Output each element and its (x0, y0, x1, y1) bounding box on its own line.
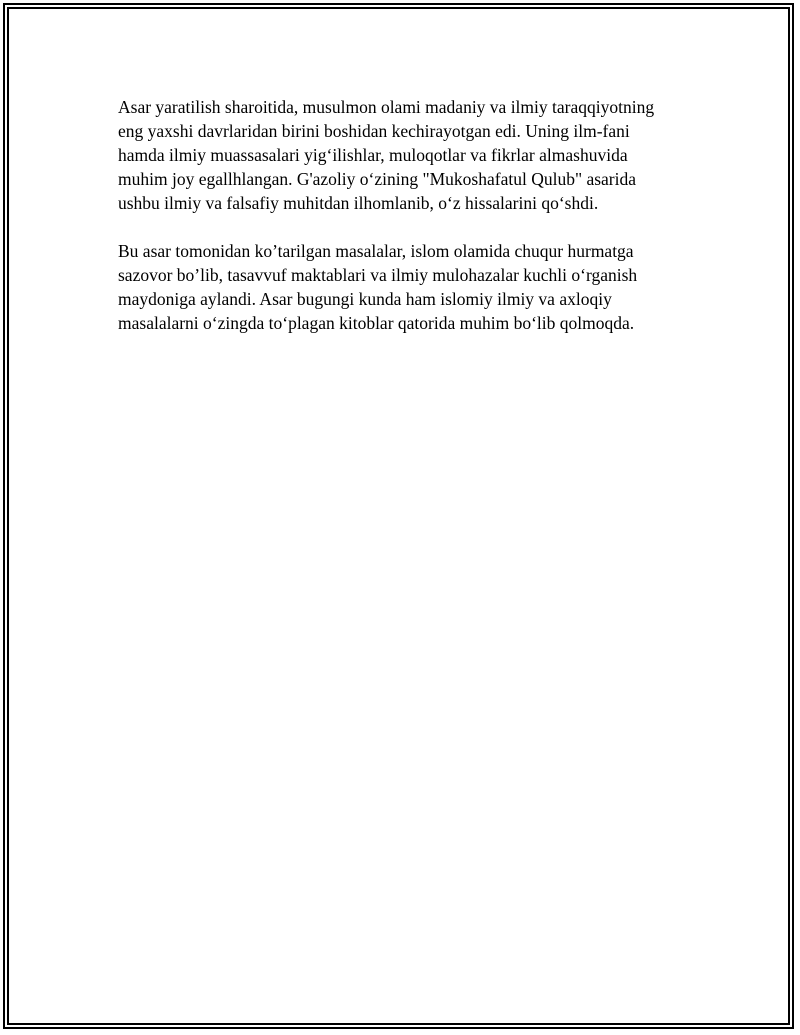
paragraph-1: Asar yaratilish sharoitida, musulmon olami madaniy va ilmiy taraqqiyotning eng yaxshi davrlaridan birini boshidan kechirayotgan edi. Uning ilm-fani hamda ilmiy muassasalari yig‘ilishlar, muloqotlar va fikrlar almashuvida muhim joy egallhlangan. G'azoliy o‘zining "Mukoshafatul Qulub" asarida ushbu ilmiy va falsafiy muhitdan ilhomlanib, o‘z hissalarini qo‘shdi. (118, 97, 655, 213)
document-body (118, 95, 698, 359)
page-border (3, 3, 794, 1029)
paragraph-2: Bu asar tomonidan ko’tarilgan masalalar, islom olamida chuqur hurmatga sazovor bo’lib, tasavvuf maktablari va ilmiy mulohazalar kuchli o‘rganish maydoniga aylandi. Asar bugungi kunda ham islomiy ilmiy va axloqiy masalalarni o‘zingda to‘plagan kitoblar qatorida muhim bo‘lib qolmoqda. (118, 241, 638, 333)
